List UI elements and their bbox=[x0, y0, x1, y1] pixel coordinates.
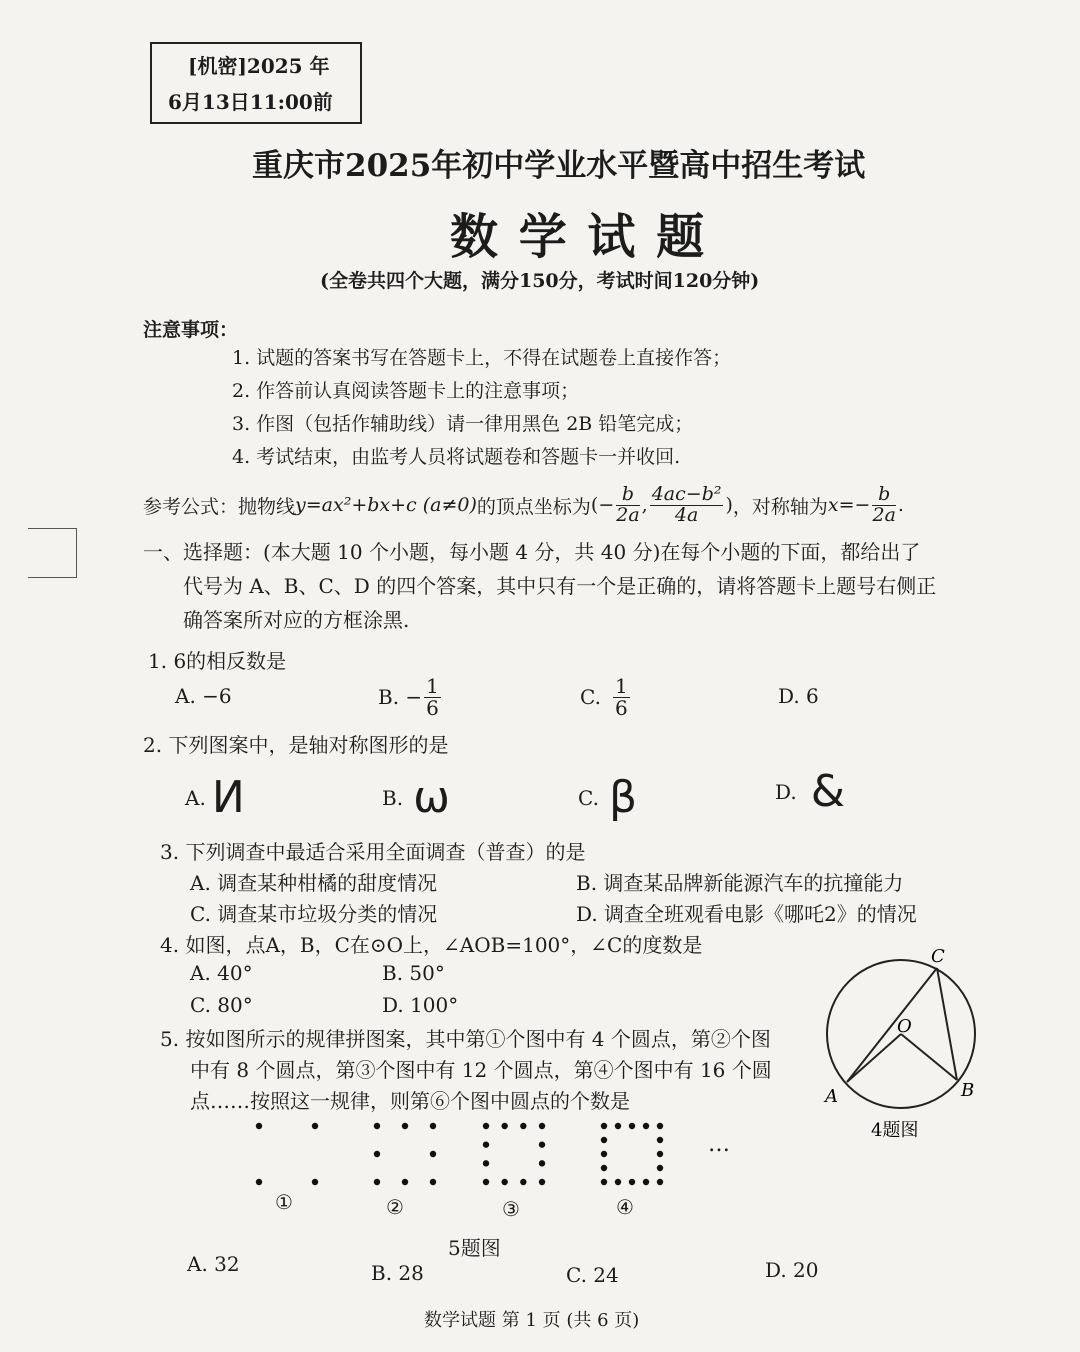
formula-end: . bbox=[897, 494, 904, 516]
point-b-label: B bbox=[961, 1080, 975, 1101]
pattern-dot bbox=[539, 1141, 545, 1147]
pattern-dot bbox=[601, 1123, 607, 1129]
dot-pattern-label-3: ③ bbox=[502, 1197, 520, 1221]
formula-prefix: 参考公式：抛物线 bbox=[143, 495, 296, 518]
pattern-dot bbox=[501, 1123, 507, 1129]
q1-option-d: D. 6 bbox=[778, 684, 819, 708]
pattern-dot bbox=[483, 1160, 489, 1166]
confidential-line-2: 6月13日11:00前 bbox=[168, 90, 333, 114]
pattern-dot bbox=[657, 1179, 663, 1185]
pattern-dot bbox=[430, 1151, 436, 1157]
formula-axis-eq: x=− bbox=[827, 494, 871, 516]
q3-option-c: C. 调查某市垃圾分类的情况 bbox=[190, 902, 438, 926]
pattern-dot bbox=[643, 1123, 649, 1129]
q5-option-a: A. 32 bbox=[187, 1252, 240, 1276]
pattern-dot bbox=[312, 1123, 318, 1129]
pattern-dot bbox=[256, 1179, 262, 1185]
q2-option-c-symbol: β bbox=[608, 772, 638, 823]
paper-info: (全卷共四个大题，满分150分，考试时间120分钟) bbox=[320, 270, 760, 292]
q1-stem: 1. 6的相反数是 bbox=[148, 649, 287, 673]
q1-option-a: A. −6 bbox=[175, 684, 232, 708]
dot-pattern-ellipsis: … bbox=[708, 1132, 730, 1157]
fraction-denominator: 2a bbox=[616, 503, 640, 526]
q4-stem: 4. 如图，点A，B，C在⊙O上，∠AOB=100°，∠C的度数是 bbox=[160, 933, 703, 957]
q1-option-b bbox=[378, 672, 443, 722]
dot-pattern-4 bbox=[600, 1122, 664, 1186]
pattern-dot bbox=[374, 1179, 380, 1185]
q4-circle-figure bbox=[815, 940, 995, 1150]
q3-option-b: B. 调查某品牌新能源汽车的抗撞能力 bbox=[576, 871, 904, 895]
q1-option-b-fraction bbox=[424, 673, 441, 720]
exam-title: 重庆市2025年初中学业水平暨高中招生考试 bbox=[252, 148, 866, 184]
q2-option-c-label: C. bbox=[578, 785, 599, 810]
formula-comma: , bbox=[641, 494, 648, 516]
pattern-dot bbox=[657, 1165, 663, 1171]
binding-mark bbox=[28, 528, 77, 578]
q3-stem: 3. 下列调查中最适合采用全面调查（普查）的是 bbox=[160, 840, 586, 864]
q1-option-b-label: B. − bbox=[378, 685, 423, 709]
pattern-dot bbox=[629, 1123, 635, 1129]
pattern-dot bbox=[483, 1123, 489, 1129]
section1-line-1: 一、选择题：(本大题 10 个小题，每小题 4 分，共 40 分)在每个小题的下面，都给出了 bbox=[143, 540, 921, 564]
dot-pattern-label-4: ④ bbox=[616, 1195, 634, 1219]
q2-option-a bbox=[185, 772, 245, 823]
confidential-stamp-box bbox=[150, 42, 362, 124]
dot-pattern-label-2: ② bbox=[386, 1195, 404, 1219]
formula-mid: 的顶点坐标为 bbox=[476, 495, 591, 518]
pattern-dot bbox=[601, 1137, 607, 1143]
dot-pattern-svg bbox=[373, 1122, 437, 1186]
pattern-dot bbox=[483, 1179, 489, 1185]
q3-option-a: A. 调查某种柑橘的甜度情况 bbox=[190, 871, 438, 895]
fraction-4ac-b2-over-4a bbox=[650, 482, 724, 526]
q2-option-a-label: A. bbox=[185, 785, 206, 810]
q5-line-3: 点……按照这一规律，则第⑥个图中圆点的个数是 bbox=[190, 1089, 630, 1113]
pattern-dot bbox=[520, 1179, 526, 1185]
fraction-numerator: b bbox=[872, 485, 895, 506]
pattern-dot bbox=[657, 1123, 663, 1129]
confidential-line-1: [机密]2025 年 bbox=[188, 54, 330, 78]
pattern-dot bbox=[402, 1179, 408, 1185]
fraction-denominator: 4a bbox=[674, 503, 699, 526]
q5-option-b: B. 28 bbox=[371, 1261, 424, 1285]
section1-line-3: 确答案所对应的方框涂黑. bbox=[183, 608, 410, 632]
formula-equation: y=ax²+bx+c (a≠0) bbox=[295, 494, 477, 516]
q3-option-d: D. 调查全班观看电影《哪吒2》的情况 bbox=[576, 902, 917, 926]
fraction-denominator: 2a bbox=[872, 503, 896, 526]
dot-pattern-svg bbox=[482, 1122, 546, 1186]
pattern-dot bbox=[430, 1123, 436, 1129]
formula-open: (− bbox=[590, 494, 615, 516]
q4-figure-caption: 4题图 bbox=[871, 1120, 919, 1141]
fraction-denominator: 6 bbox=[426, 695, 439, 720]
pattern-dot bbox=[256, 1123, 262, 1129]
pattern-dot bbox=[657, 1151, 663, 1157]
point-c-label: C bbox=[931, 946, 945, 967]
dot-pattern-svg bbox=[600, 1122, 664, 1186]
pattern-dot bbox=[643, 1179, 649, 1185]
q5-line-1: 5. 按如图所示的规律拼图案，其中第①个图中有 4 个圆点，第②个图 bbox=[160, 1027, 771, 1051]
q5-option-d: D. 20 bbox=[765, 1258, 819, 1282]
fraction-numerator: 1 bbox=[614, 673, 628, 698]
pattern-dot bbox=[402, 1123, 408, 1129]
q1-option-c bbox=[580, 672, 632, 722]
q4-option-c: C. 80° bbox=[190, 993, 253, 1017]
q5-option-c: C. 24 bbox=[566, 1263, 619, 1287]
page-footer: 数学试题 第 1 页 (共 6 页) bbox=[424, 1310, 640, 1331]
pattern-dot bbox=[374, 1151, 380, 1157]
pattern-dot bbox=[520, 1123, 526, 1129]
point-a-label: A bbox=[825, 1086, 838, 1107]
dot-pattern-label-1: ① bbox=[275, 1190, 293, 1214]
pattern-dot bbox=[601, 1179, 607, 1185]
pattern-dot bbox=[374, 1123, 380, 1129]
q4-option-a: A. 40° bbox=[190, 961, 253, 985]
note-item-2: 2. 作答前认真阅读答题卡上的注意事项； bbox=[232, 380, 580, 402]
pattern-dot bbox=[539, 1123, 545, 1129]
q2-option-c bbox=[578, 772, 637, 823]
pattern-dot bbox=[430, 1179, 436, 1185]
pattern-dot bbox=[601, 1165, 607, 1171]
q5-figure-caption: 5题图 bbox=[448, 1236, 501, 1260]
q2-stem: 2. 下列图案中，是轴对称图形的是 bbox=[143, 733, 449, 757]
note-item-4: 4. 考试结束，由监考人员将试题卷和答题卡一并收回. bbox=[232, 446, 681, 468]
pattern-dot bbox=[629, 1179, 635, 1185]
q2-option-b bbox=[382, 772, 450, 823]
reference-formula bbox=[143, 478, 904, 532]
q1-option-c-fraction bbox=[613, 673, 630, 720]
fraction-denominator: 6 bbox=[614, 695, 628, 720]
pattern-dot bbox=[312, 1179, 318, 1185]
q4-option-b: B. 50° bbox=[382, 961, 445, 985]
notes-heading: 注意事项： bbox=[143, 319, 239, 341]
note-item-3: 3. 作图（包括作辅助线）请一律用黑色 2B 铅笔完成； bbox=[232, 413, 694, 435]
dot-pattern-2 bbox=[373, 1122, 437, 1186]
q1-option-c-label: C. bbox=[580, 685, 601, 709]
pattern-dot bbox=[615, 1179, 621, 1185]
section1-line-2: 代号为 A、B、C、D 的四个答案，其中只有一个是正确的，请将答题卡上题号右侧正 bbox=[183, 574, 937, 598]
q2-option-b-symbol: ω bbox=[413, 772, 450, 823]
paper-title: 数 学 试 题 bbox=[450, 209, 707, 265]
dot-pattern-svg bbox=[255, 1122, 319, 1186]
fraction-b-over-2a bbox=[616, 482, 640, 526]
radius-oa bbox=[847, 1034, 901, 1082]
q2-option-d bbox=[775, 766, 845, 817]
fraction-numerator: 4ac−b² bbox=[651, 482, 722, 505]
chord-ca bbox=[847, 968, 937, 1082]
chord-cb bbox=[937, 968, 957, 1080]
q2-option-b-label: B. bbox=[382, 785, 404, 810]
fraction-numerator: 1 bbox=[426, 673, 439, 698]
dot-pattern-1 bbox=[255, 1122, 319, 1186]
pattern-dot bbox=[657, 1137, 663, 1143]
q5-line-2: 中有 8 个圆点，第③个图中有 12 个圆点，第④个图中有 16 个圆 bbox=[190, 1058, 772, 1082]
pattern-dot bbox=[539, 1179, 545, 1185]
q4-option-d: D. 100° bbox=[382, 993, 459, 1017]
fraction-numerator: b bbox=[616, 485, 639, 506]
q2-option-a-symbol: И bbox=[211, 772, 245, 823]
dot-pattern-3 bbox=[482, 1122, 546, 1186]
pattern-dot bbox=[615, 1123, 621, 1129]
fraction-b-over-2a-axis bbox=[872, 482, 896, 526]
pattern-dot bbox=[501, 1179, 507, 1185]
note-item-1: 1. 试题的答案书写在答题卡上，不得在试题卷上直接作答； bbox=[232, 347, 732, 369]
pattern-dot bbox=[601, 1151, 607, 1157]
radius-ob bbox=[901, 1034, 957, 1080]
q2-option-d-label: D. bbox=[775, 779, 797, 804]
point-o-label: O bbox=[897, 1016, 912, 1037]
formula-close: ) bbox=[725, 494, 733, 516]
formula-axis-text: ，对称轴为 bbox=[732, 495, 828, 518]
q2-option-d-symbol: & bbox=[810, 766, 845, 817]
pattern-dot bbox=[483, 1141, 489, 1147]
pattern-dot bbox=[539, 1160, 545, 1166]
